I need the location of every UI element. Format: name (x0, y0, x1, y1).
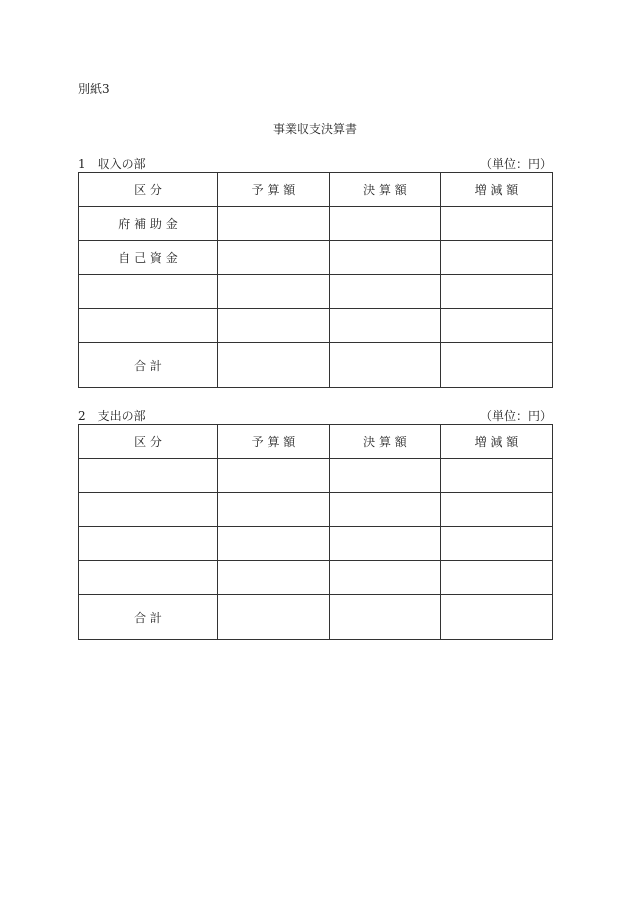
row-label-cell (79, 561, 218, 595)
difference-cell (441, 241, 553, 275)
settlement-cell (330, 275, 441, 309)
row-label-cell (79, 241, 218, 275)
settlement-cell (330, 595, 441, 640)
attachment-label: 別紙3 (78, 82, 110, 96)
difference-cell (441, 493, 553, 527)
col-header-category-label: 区 分 (134, 435, 162, 449)
settlement-cell (330, 343, 441, 388)
budget-cell (218, 527, 330, 561)
col-header-budget (218, 173, 330, 207)
settlement-cell (330, 561, 441, 595)
total-label: 合 計 (134, 358, 162, 373)
expense-table (78, 424, 553, 640)
col-header-category (79, 173, 218, 207)
expense-section-title: 2 支出の部 (78, 409, 146, 423)
total-label: 合 計 (134, 610, 162, 625)
row-label: 自 己 資 金 (118, 251, 178, 265)
settlement-cell (330, 493, 441, 527)
difference-cell (441, 595, 553, 640)
total-label-cell (79, 595, 218, 640)
income-section-header (78, 155, 552, 172)
total-label-cell (79, 343, 218, 388)
table-row (79, 527, 553, 561)
difference-cell (441, 561, 553, 595)
table-row (79, 207, 553, 241)
expense-unit-label: （単位：円） (479, 409, 552, 423)
difference-cell (441, 309, 553, 343)
row-label-cell (79, 459, 218, 493)
budget-cell (218, 241, 330, 275)
budget-cell (218, 207, 330, 241)
row-label-cell (79, 527, 218, 561)
budget-cell (218, 275, 330, 309)
income-section-title: 1 収入の部 (78, 157, 146, 171)
row-label-cell (79, 207, 218, 241)
budget-cell (218, 309, 330, 343)
settlement-cell (330, 309, 441, 343)
income-table (78, 172, 553, 388)
difference-cell (441, 459, 553, 493)
income-unit-label: （単位：円） (479, 157, 552, 171)
budget-cell (218, 493, 330, 527)
budget-cell (218, 561, 330, 595)
table-row (79, 493, 553, 527)
col-header-difference (441, 173, 553, 207)
difference-cell (441, 343, 553, 388)
col-header-settlement-label: 決 算 額 (363, 183, 407, 197)
expense-header-row (79, 425, 553, 459)
row-label-cell (79, 275, 218, 309)
table-row (79, 459, 553, 493)
col-header-budget-label: 予 算 額 (251, 183, 296, 197)
table-row (79, 241, 553, 275)
budget-cell (218, 595, 330, 640)
expense-total-row (79, 595, 553, 640)
row-label: 府 補 助 金 (118, 217, 178, 231)
settlement-cell (330, 241, 441, 275)
col-header-category-label: 区 分 (134, 183, 162, 197)
settlement-cell (330, 459, 441, 493)
document-title: 事業収支決算書 (272, 122, 357, 136)
budget-cell (218, 459, 330, 493)
table-row (79, 275, 553, 309)
table-row (79, 561, 553, 595)
col-header-settlement (330, 173, 441, 207)
col-header-category (79, 425, 218, 459)
income-header-row (79, 173, 553, 207)
settlement-cell (330, 527, 441, 561)
col-header-budget-label: 予 算 額 (251, 435, 296, 449)
expense-section-header (78, 407, 552, 424)
budget-cell (218, 343, 330, 388)
difference-cell (441, 207, 553, 241)
col-header-difference (441, 425, 553, 459)
row-label-cell (79, 309, 218, 343)
income-total-row (79, 343, 553, 388)
row-label-cell (79, 493, 218, 527)
col-header-difference-label: 増 減 額 (474, 183, 519, 197)
table-row (79, 309, 553, 343)
col-header-settlement (330, 425, 441, 459)
difference-cell (441, 527, 553, 561)
col-header-budget (218, 425, 330, 459)
col-header-difference-label: 増 減 額 (474, 435, 519, 449)
difference-cell (441, 275, 553, 309)
col-header-settlement-label: 決 算 額 (363, 435, 407, 449)
settlement-cell (330, 207, 441, 241)
